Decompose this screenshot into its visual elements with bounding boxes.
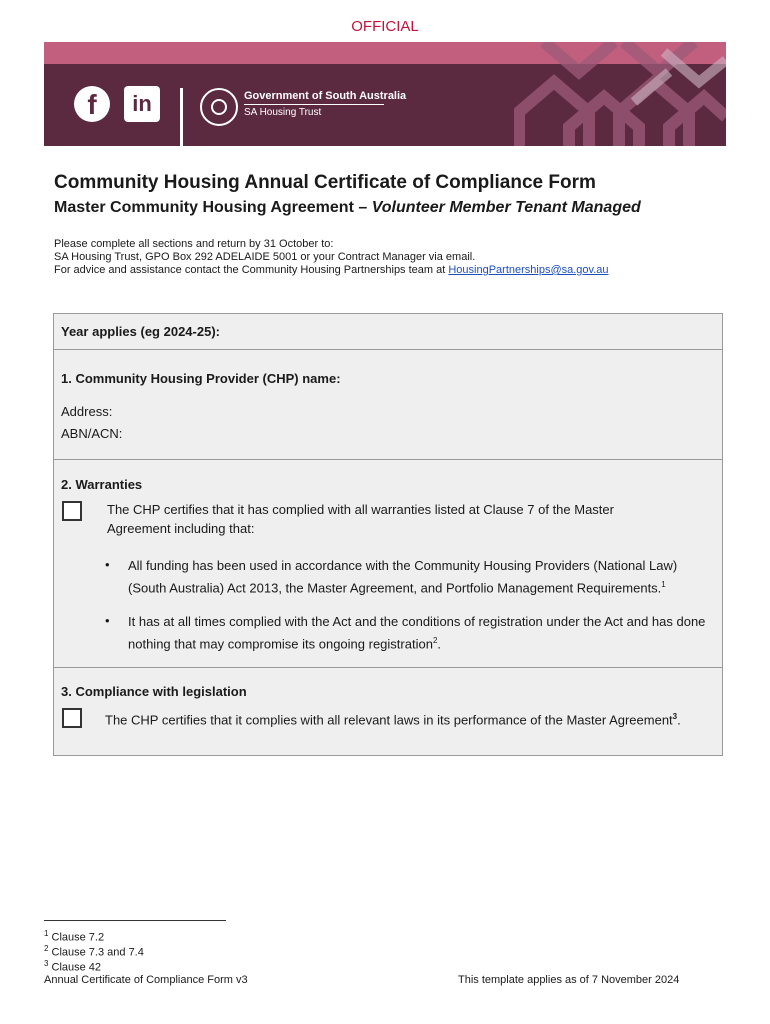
address-label: Address: <box>61 404 113 419</box>
compliance-form <box>53 313 723 756</box>
chp-name-label: 1. Community Housing Provider (CHP) name: <box>61 371 341 386</box>
warranty-bullet-1 <box>128 556 718 597</box>
instructions-line-3-text: For advice and assistance contact the Community Housing Partnerships team at <box>54 264 449 276</box>
government-name: Government of South Australia <box>244 90 407 102</box>
subtitle-main: Master Community Housing Agreement – <box>54 199 372 216</box>
footnote-2-text: Clause 7.3 and 7.4 <box>48 946 144 959</box>
footnote-1 <box>44 929 104 944</box>
footnote-ref-1: 1 <box>661 580 666 589</box>
footnote-1-text: Clause 7.2 <box>48 931 105 944</box>
year-label: Year applies (eg 2024-25): <box>61 324 220 339</box>
year-row <box>54 314 722 350</box>
email-link[interactable]: HousingPartnerships@sa.gov.au <box>448 264 609 276</box>
instructions <box>54 238 609 277</box>
compliance-checkbox[interactable] <box>62 708 82 728</box>
footnote-2-num: 2 <box>44 944 49 953</box>
compliance-row <box>54 668 722 756</box>
warranties-text: The CHP certifies that it has complied with all warranties listed at Clause 7 of the Master Agreement including that: <box>107 502 614 536</box>
warranties-heading: 2. Warranties <box>61 477 143 492</box>
footer-version: Annual Certificate of Compliance Form v3 <box>44 974 248 986</box>
compliance-text-body: The CHP certifies that it complies with all relevant laws in its performance of the Master Agreement <box>105 712 673 728</box>
page-subtitle <box>54 199 641 217</box>
page-title: Community Housing Annual Certificate of Compliance Form <box>54 172 596 193</box>
footnote-1-num: 1 <box>44 929 49 938</box>
instructions-line-3 <box>54 264 609 277</box>
warranty-bullet-1-text: All funding has been used in accordance with the Community Housing Providers (National Law) (South Australia) Act 2013, the Master Agreement, and Portfolio Management Requirements. <box>128 558 678 596</box>
abn-label: ABN/ACN: <box>61 426 123 441</box>
footnote-3-text: Clause 42 <box>48 961 102 974</box>
logo-rule <box>244 104 384 105</box>
instructions-line-1: Please complete all sections and return by 31 October to: <box>54 238 334 250</box>
footer-date: This template applies as of 7 November 2024 <box>458 974 680 986</box>
bullet-1-marker: • <box>105 557 110 572</box>
instructions-line-2: SA Housing Trust, GPO Box 292 ADELAIDE 5001 or your Contract Manager via email. <box>54 251 476 263</box>
compliance-heading: 3. Compliance with legislation <box>61 684 247 699</box>
footnote-2 <box>44 944 144 959</box>
warranties-checkbox[interactable] <box>62 501 82 521</box>
warranties-row <box>54 460 722 668</box>
header-banner <box>44 42 726 146</box>
chp-row <box>54 350 722 460</box>
footnote-3-num: 3 <box>44 959 49 968</box>
compliance-text-end: . <box>677 712 681 728</box>
subtitle-italic: Volunteer Member Tenant Managed <box>371 199 641 216</box>
classification-label: OFFICIAL <box>351 18 419 35</box>
banner-divider <box>180 88 183 146</box>
facebook-icon[interactable]: f <box>74 86 110 122</box>
linkedin-icon[interactable]: in <box>124 86 160 122</box>
warranty-bullet-2-end: . <box>437 636 442 652</box>
government-seal-icon <box>200 88 238 126</box>
agency-name: SA Housing Trust <box>244 107 322 118</box>
footnote-ref-2: 2 <box>432 636 438 645</box>
decorative-pattern <box>514 42 726 146</box>
warranty-bullet-2 <box>128 612 718 653</box>
bullet-2-marker: • <box>105 613 110 628</box>
footnote-separator <box>44 920 226 921</box>
warranty-bullet-2-text: It has at all times complied with the Act and the conditions of registration under the Act and has done nothing that may compromise its ongoing registration <box>128 614 706 652</box>
compliance-text <box>105 707 717 729</box>
footnote-3 <box>44 959 101 974</box>
footnote-ref-3: 3 <box>672 712 678 721</box>
